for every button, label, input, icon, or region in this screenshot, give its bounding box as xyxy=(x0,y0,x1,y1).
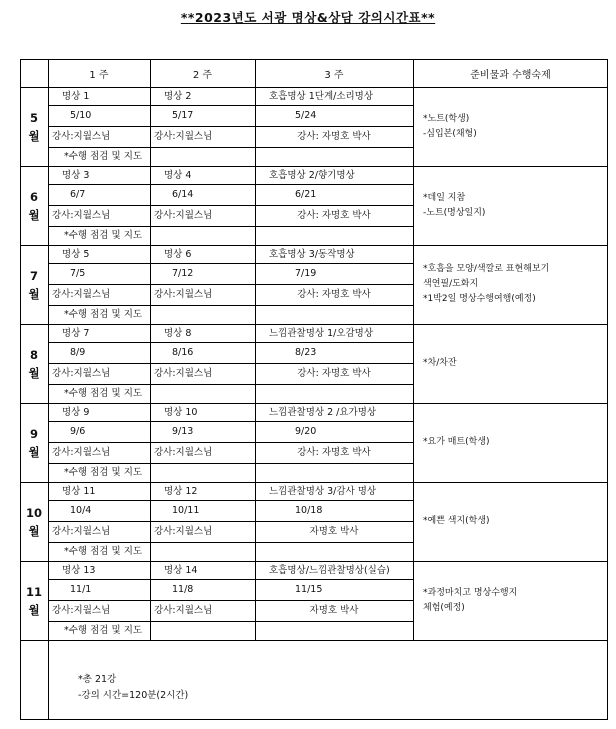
date-cell: 5/17 xyxy=(172,110,194,121)
prep-line: -노트(명상일지) xyxy=(423,207,486,218)
prep-cell xyxy=(423,191,485,221)
lecturer-cell: 강사:지월스님 xyxy=(154,447,213,458)
table-border-left xyxy=(20,59,21,720)
month-suffix: 월 xyxy=(28,207,40,222)
guidance-row: *수행 점검 및 지도 xyxy=(64,388,143,399)
lecturer-cell: 강사:지월스님 xyxy=(154,605,213,616)
month-rule xyxy=(20,640,608,641)
prep-line: *예쁜 색지(학생) xyxy=(423,516,490,526)
prep-line: 색연필/도화지 xyxy=(423,279,479,289)
prep-cell xyxy=(423,435,490,450)
column-header-week1: 1 주 xyxy=(89,69,109,81)
date-cell: 11/15 xyxy=(295,584,323,595)
lecturer-cell: 자명호 박사 xyxy=(309,526,359,537)
month-label xyxy=(20,425,48,461)
prep-line: *호흡을 모양/색깔로 표현해보기 xyxy=(423,264,550,274)
guidance-row: *수행 점검 및 지도 xyxy=(64,625,143,636)
guidance-row: *수행 점검 및 지도 xyxy=(64,230,143,241)
summary-duration: -강의 시간=120분(2시간) xyxy=(78,690,189,701)
date-cell: 10/4 xyxy=(70,505,92,516)
date-cell: 6/14 xyxy=(172,189,194,200)
prep-cell xyxy=(423,112,477,142)
topic-cell: 명상 11 xyxy=(62,486,96,497)
topic-cell: 명상 7 xyxy=(62,328,90,339)
topic-cell: 명상 13 xyxy=(62,565,96,576)
month-suffix: 월 xyxy=(28,444,40,459)
month-label xyxy=(20,109,48,145)
prep-line: 체험(예정) xyxy=(423,602,465,613)
lecturer-cell: 강사:지월스님 xyxy=(52,447,111,458)
month-suffix: 월 xyxy=(28,128,40,143)
lecturer-cell: 강사:지월스님 xyxy=(52,526,111,537)
guidance-row: *수행 점검 및 지도 xyxy=(64,309,143,320)
prep-line: *1박2일 명상수행여행(예정) xyxy=(423,294,536,304)
topic-cell: 느낌관찰명상 2 /요가명상 xyxy=(269,407,377,418)
lecturer-cell: 강사:지월스님 xyxy=(154,131,213,142)
lecturer-cell: 강사:지월스님 xyxy=(52,289,111,300)
month-number: 8 xyxy=(29,347,38,362)
table-border-right xyxy=(607,59,608,720)
lecturer-cell: 강사: 자명호 박사 xyxy=(297,289,371,300)
month-label xyxy=(20,188,48,224)
date-cell: 10/18 xyxy=(295,505,323,516)
prep-line: *과정마치고 명상수행지 xyxy=(423,587,518,598)
date-cell: 9/13 xyxy=(172,426,194,437)
date-cell: 7/19 xyxy=(295,268,317,279)
course-summary xyxy=(78,672,188,704)
summary-total: *총 21강 xyxy=(78,674,117,685)
page-title: **2023년도 서광 명상&상담 강의시간표** xyxy=(180,10,436,25)
lecturer-cell: 강사:지월스님 xyxy=(52,131,111,142)
topic-cell: 명상 8 xyxy=(164,328,192,339)
topic-cell: 느낌관찰명상 1/오감명상 xyxy=(269,328,374,339)
date-cell: 6/7 xyxy=(70,189,86,200)
date-cell: 7/5 xyxy=(70,268,86,279)
prep-line: *요가 매트(학생) xyxy=(423,437,490,447)
prep-line: *데일 지참 xyxy=(423,192,466,203)
date-cell: 8/9 xyxy=(70,347,86,358)
date-cell: 6/21 xyxy=(295,189,317,200)
column-header-week3: 3 주 xyxy=(324,69,344,81)
date-cell: 7/12 xyxy=(172,268,194,279)
schedule-table xyxy=(20,59,608,720)
column-header-week2: 2 주 xyxy=(192,69,213,81)
date-cell: 9/6 xyxy=(70,426,86,437)
date-cell: 9/20 xyxy=(295,426,317,437)
table-border-bottom xyxy=(20,719,608,720)
prep-line: *차/차잔 xyxy=(423,358,457,368)
date-cell: 8/16 xyxy=(172,347,194,358)
date-cell: 10/11 xyxy=(172,505,200,516)
column-rule xyxy=(48,640,49,720)
month-label xyxy=(20,346,48,382)
date-cell: 5/24 xyxy=(295,110,317,121)
lecturer-cell: 강사: 자명호 박사 xyxy=(297,447,371,458)
topic-cell: 명상 9 xyxy=(62,407,90,418)
topic-cell: 명상 10 xyxy=(164,407,198,418)
topic-cell: 명상 2 xyxy=(164,91,192,102)
topic-cell: 호흡명상/느낌관찰명상(실습) xyxy=(269,565,390,576)
month-number: 11 xyxy=(25,584,42,599)
lecturer-cell: 강사:지월스님 xyxy=(154,210,213,221)
lecturer-cell: 강사: 자명호 박사 xyxy=(297,131,371,142)
lecturer-cell: 강사:지월스님 xyxy=(52,210,111,221)
month-suffix: 월 xyxy=(28,365,40,380)
prep-cell xyxy=(423,514,490,529)
column-rule xyxy=(413,59,414,640)
month-suffix: 월 xyxy=(28,286,40,301)
topic-cell: 호흡명상 2/향기명상 xyxy=(269,170,355,181)
lecturer-cell: 강사:지월스님 xyxy=(52,368,111,379)
prep-line: -심입본(채형) xyxy=(423,128,477,139)
month-number: 5 xyxy=(29,110,38,125)
month-number: 6 xyxy=(29,189,38,204)
topic-cell: 명상 5 xyxy=(62,249,90,260)
topic-cell: 호흡명상 1단계/소리명상 xyxy=(269,91,374,102)
topic-cell: 명상 3 xyxy=(62,170,90,181)
month-label xyxy=(20,504,48,540)
month-suffix: 월 xyxy=(28,523,40,538)
month-label xyxy=(20,583,48,619)
date-cell: 11/8 xyxy=(172,584,194,595)
date-cell: 8/23 xyxy=(295,347,317,358)
lecturer-cell: 강사: 자명호 박사 xyxy=(297,368,371,379)
guidance-row: *수행 점검 및 지도 xyxy=(64,151,143,162)
prep-cell xyxy=(423,356,457,371)
lecturer-cell: 강사:지월스님 xyxy=(154,368,213,379)
lecturer-cell: 자명호 박사 xyxy=(309,605,359,616)
lecturer-cell: 강사:지월스님 xyxy=(154,289,213,300)
prep-cell xyxy=(423,262,549,307)
lecturer-cell: 강사: 자명호 박사 xyxy=(297,210,371,221)
prep-line: *노트(학생) xyxy=(423,113,470,124)
guidance-row: *수행 점검 및 지도 xyxy=(64,467,143,478)
topic-cell: 느낌관찰명상 3/감사 명상 xyxy=(269,486,377,497)
month-suffix: 월 xyxy=(28,602,40,617)
topic-cell: 호흡명상 3/동작명상 xyxy=(269,249,355,260)
date-cell: 5/10 xyxy=(70,110,92,121)
prep-cell xyxy=(423,586,517,616)
date-cell: 11/1 xyxy=(70,584,92,595)
topic-cell: 명상 14 xyxy=(164,565,198,576)
month-number: 7 xyxy=(29,268,38,283)
column-header-prep: 준비물과 수행숙제 xyxy=(470,69,551,81)
month-label xyxy=(20,267,48,303)
month-number: 10 xyxy=(25,505,42,520)
topic-cell: 명상 12 xyxy=(164,486,198,497)
lecturer-cell: 강사:지월스님 xyxy=(52,605,111,616)
topic-cell: 명상 4 xyxy=(164,170,192,181)
lecturer-cell: 강사:지월스님 xyxy=(154,526,213,537)
topic-cell: 명상 6 xyxy=(164,249,192,260)
guidance-row: *수행 점검 및 지도 xyxy=(64,546,143,557)
month-number: 9 xyxy=(29,426,38,441)
topic-cell: 명상 1 xyxy=(62,91,90,102)
